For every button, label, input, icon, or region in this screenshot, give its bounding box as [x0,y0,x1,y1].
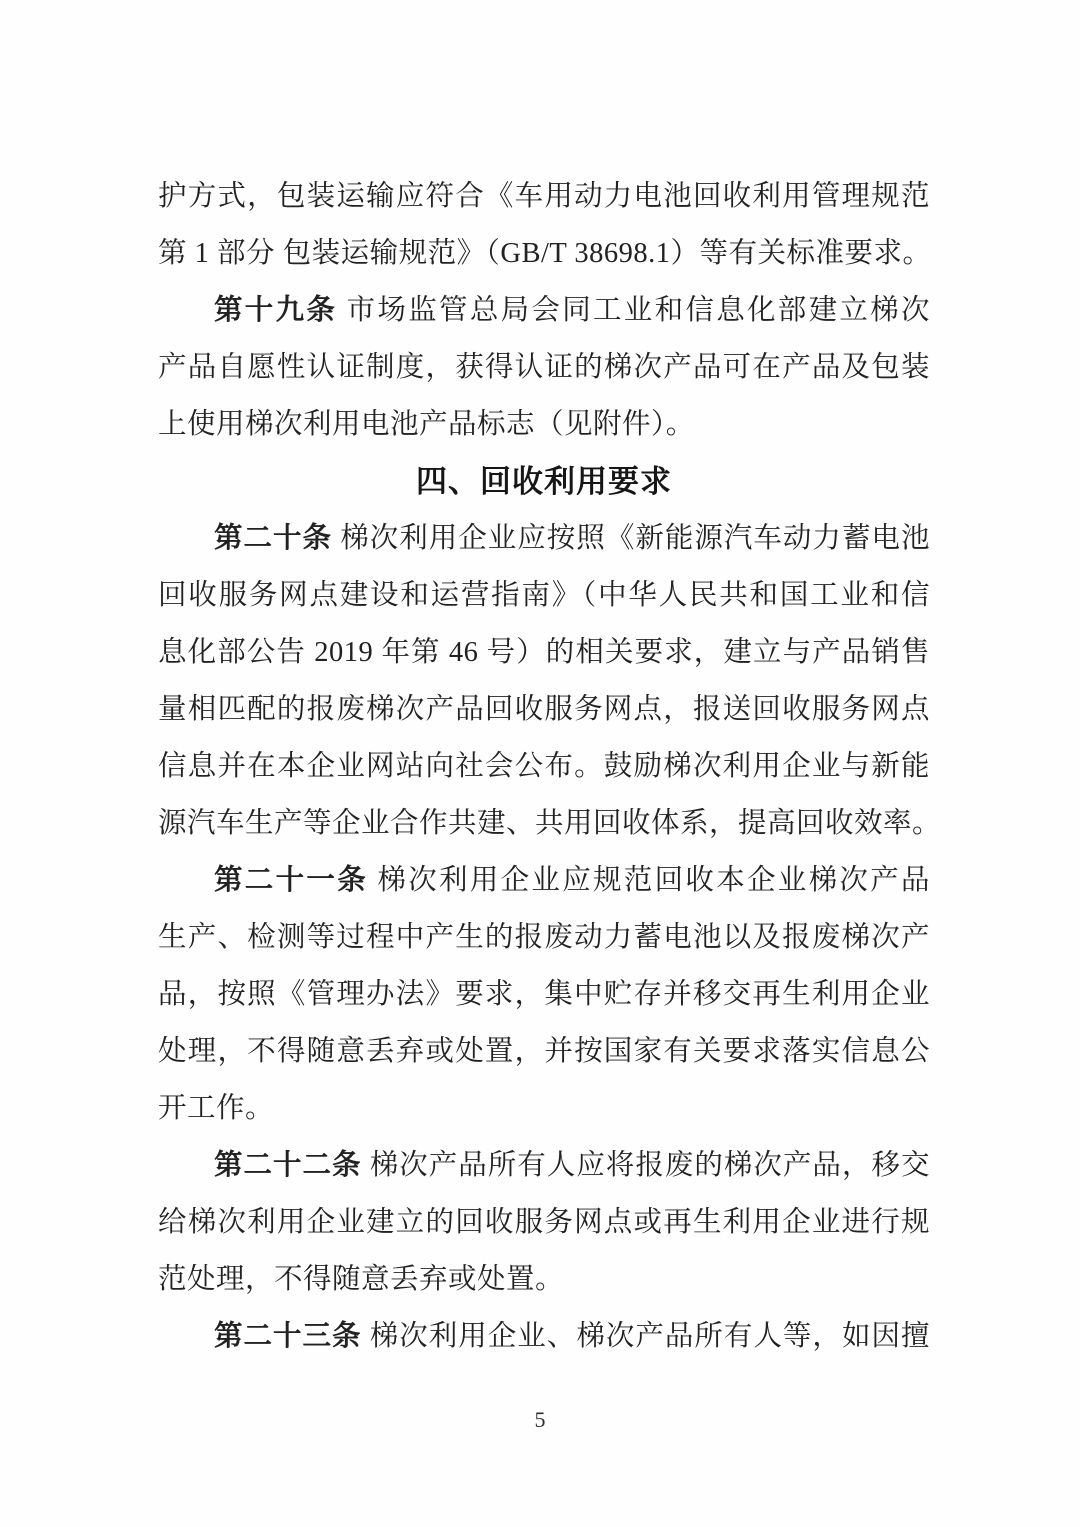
text-line: 产品自愿性认证制度，获得认证的梯次产品可在产品及包装 [158,352,930,383]
article-number: 第二十条 [214,523,333,554]
text-line: 信息并在本企业网站向社会公布。鼓励梯次利用企业与新能 [158,751,930,782]
article-number: 第二十三条 [214,1321,362,1352]
article-number: 第二十一条 [214,865,368,896]
text-line: 第二十二条 梯次产品所有人应将报废的梯次产品，移交 [214,1150,930,1181]
text-line: 第二十一条 梯次利用企业应规范回收本企业梯次产品 [214,865,930,896]
text-line: 第 1 部分 包装运输规范》（GB/T 38698.1）等有关标准要求。 [158,238,932,269]
text-line: 开工作。 [158,1093,275,1124]
article-number: 第十九条 [214,295,338,326]
text-line: 范处理，不得随意丢弃或处置。 [158,1264,565,1295]
text-line: 回收服务网点建设和运营指南》（中华人民共和国工业和信 [158,580,930,611]
article-number: 第二十二条 [214,1150,362,1181]
text-line: 源汽车生产等企业合作共建、共用回收体系，提高回收效率。 [158,808,942,839]
text-line: 息化部公告 2019 年第 46 号）的相关要求，建立与产品销售 [158,637,930,668]
section-heading: 四、回收利用要求 [416,464,672,499]
text-line: 第十九条 市场监管总局会同工业和信息化部建立梯次 [214,295,930,326]
text-line: 品，按照《管理办法》要求，集中贮存并移交再生利用企业 [158,979,930,1010]
text-line: 生产、检测等过程中产生的报废动力蓄电池以及报废梯次产 [158,922,930,953]
text-line: 第二十条 梯次利用企业应按照《新能源汽车动力蓄电池 [214,523,930,554]
text-line: 上使用梯次利用电池产品标志（见附件）。 [158,409,695,440]
document-body [158,168,942,1365]
text-line: 护方式，包装运输应符合《车用动力电池回收利用管理规范 [158,181,930,212]
page-number: 5 [534,1407,546,1432]
text-line: 给梯次利用企业建立的回收服务网点或再生利用企业进行规 [158,1207,930,1238]
text-line: 第二十三条 梯次利用企业、梯次产品所有人等，如因擅 [214,1321,930,1352]
text-line: 处理，不得随意丢弃或处置，并按国家有关要求落实信息公 [158,1036,930,1067]
text-line: 量相匹配的报废梯次产品回收服务网点，报送回收服务网点 [158,694,930,725]
